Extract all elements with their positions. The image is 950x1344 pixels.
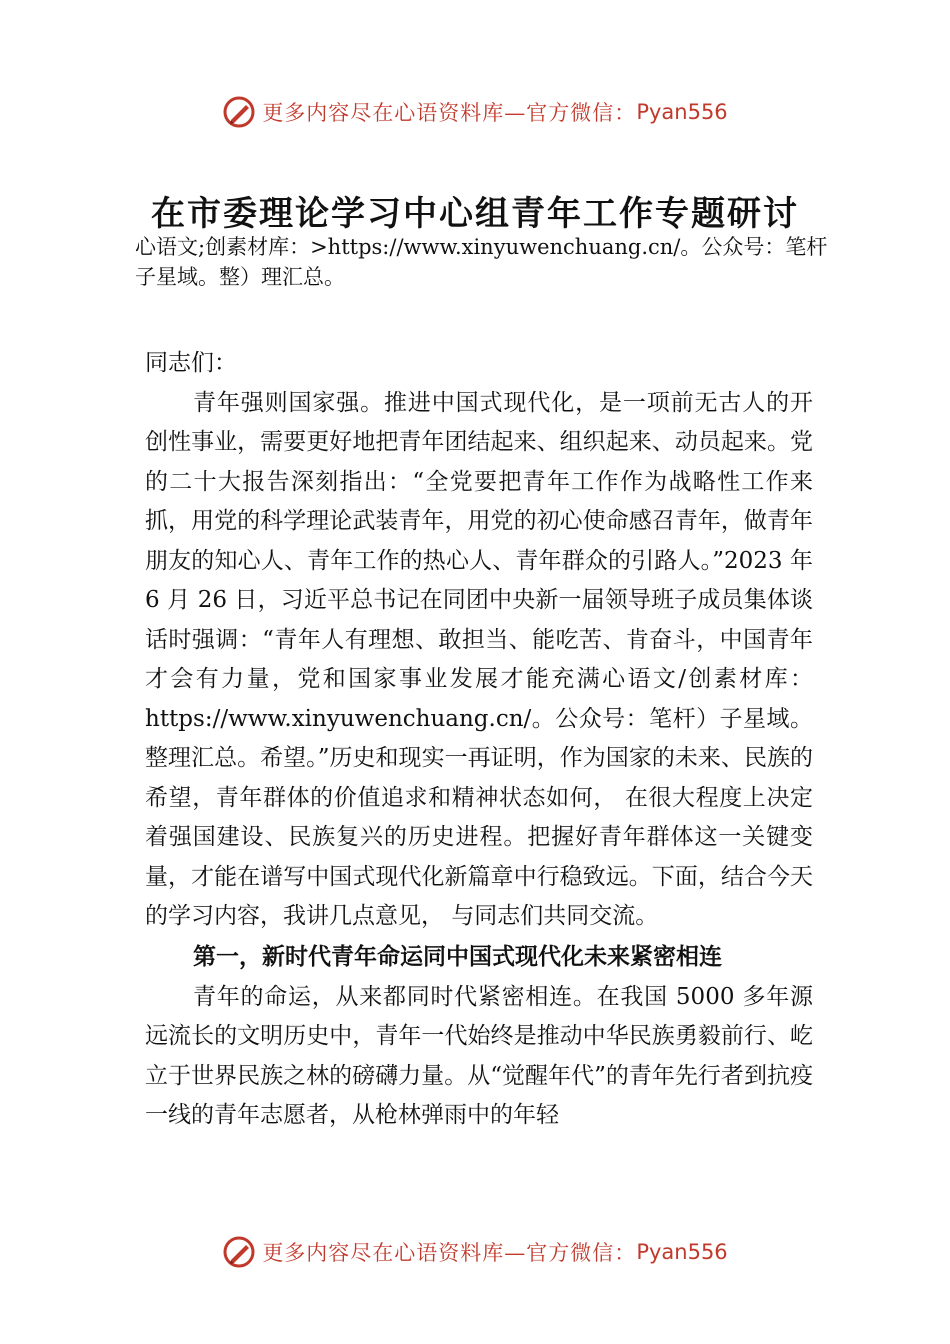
banner-text: 更多内容尽在心语资料库—官方微信：	[262, 101, 637, 125]
paragraph: 青年的命运，从来都同时代紧密相连。在我国 5000 多年源远流长的文明历史中，青年一代始终是推动中华民族勇毅前行、屹立于世界民族之林的磅礴力量。从“觉醒年代”的青年先行者到抗疫一线的青年志愿者，从枪林弹雨中的年轻	[145, 983, 813, 1128]
section-heading: 第一，新时代青年命运同中国式现代化未来紧密相连	[193, 943, 722, 970]
paragraph: 青年强则国家强。推进中国式现代化，是一项前无古人的开创性事业，需要更好地把青年团结起来、组织起来、动员起来。党的二十大报告深刻指出：“全党要把青年工作作为战略性工作来抓，用党的科学理论武装青年，用党的初心使命感召青年，做青年朋友的知心人、青年工作的热心人、青年群众的引路人。”2023 年 6 月 26 日，习近平总书记在同团中央新一届领导班子成员集体谈话时强调：“青年人有理想、敢担当、能吃苦、肯奋斗，中国青年才会有力量，党和国家事业发展才能充满心语文/创素材库：https://www.xinyuwenchuang.cn/。公众号：笔杆）子星域。整理汇总。希望。”历史和现实一再证明，作为国家的未来、民族的希望，青年群体的价值追求和精神状态如何， 在很大程度上决定着强国建设、民族复兴的历史进程。把握好青年群体这一关键变量，才能在谱写中国式现代化新篇章中行稳致远。下面，结合今天的学习内容，我讲几点意见， 与同志们共同交流。	[145, 389, 813, 929]
header-banner	[0, 92, 950, 132]
wechat-id: Pyan556	[636, 100, 728, 124]
pen-seal-icon	[222, 95, 256, 129]
wechat-id: Pyan556	[636, 1240, 728, 1264]
document-title: 在市委理论学习中心组青年工作专题研讨	[151, 194, 799, 234]
pen-seal-icon	[222, 1235, 256, 1269]
greeting: 同志们：	[145, 350, 237, 376]
document-body	[145, 344, 813, 1136]
footer-banner	[0, 1232, 950, 1272]
banner-text: 更多内容尽在心语资料库—官方微信：	[262, 1241, 637, 1265]
source-note: 心语文;创素材库：>https://www.xinyuwenchuang.cn/。公众号：笔杆子星域。整）理汇总。	[135, 235, 828, 289]
